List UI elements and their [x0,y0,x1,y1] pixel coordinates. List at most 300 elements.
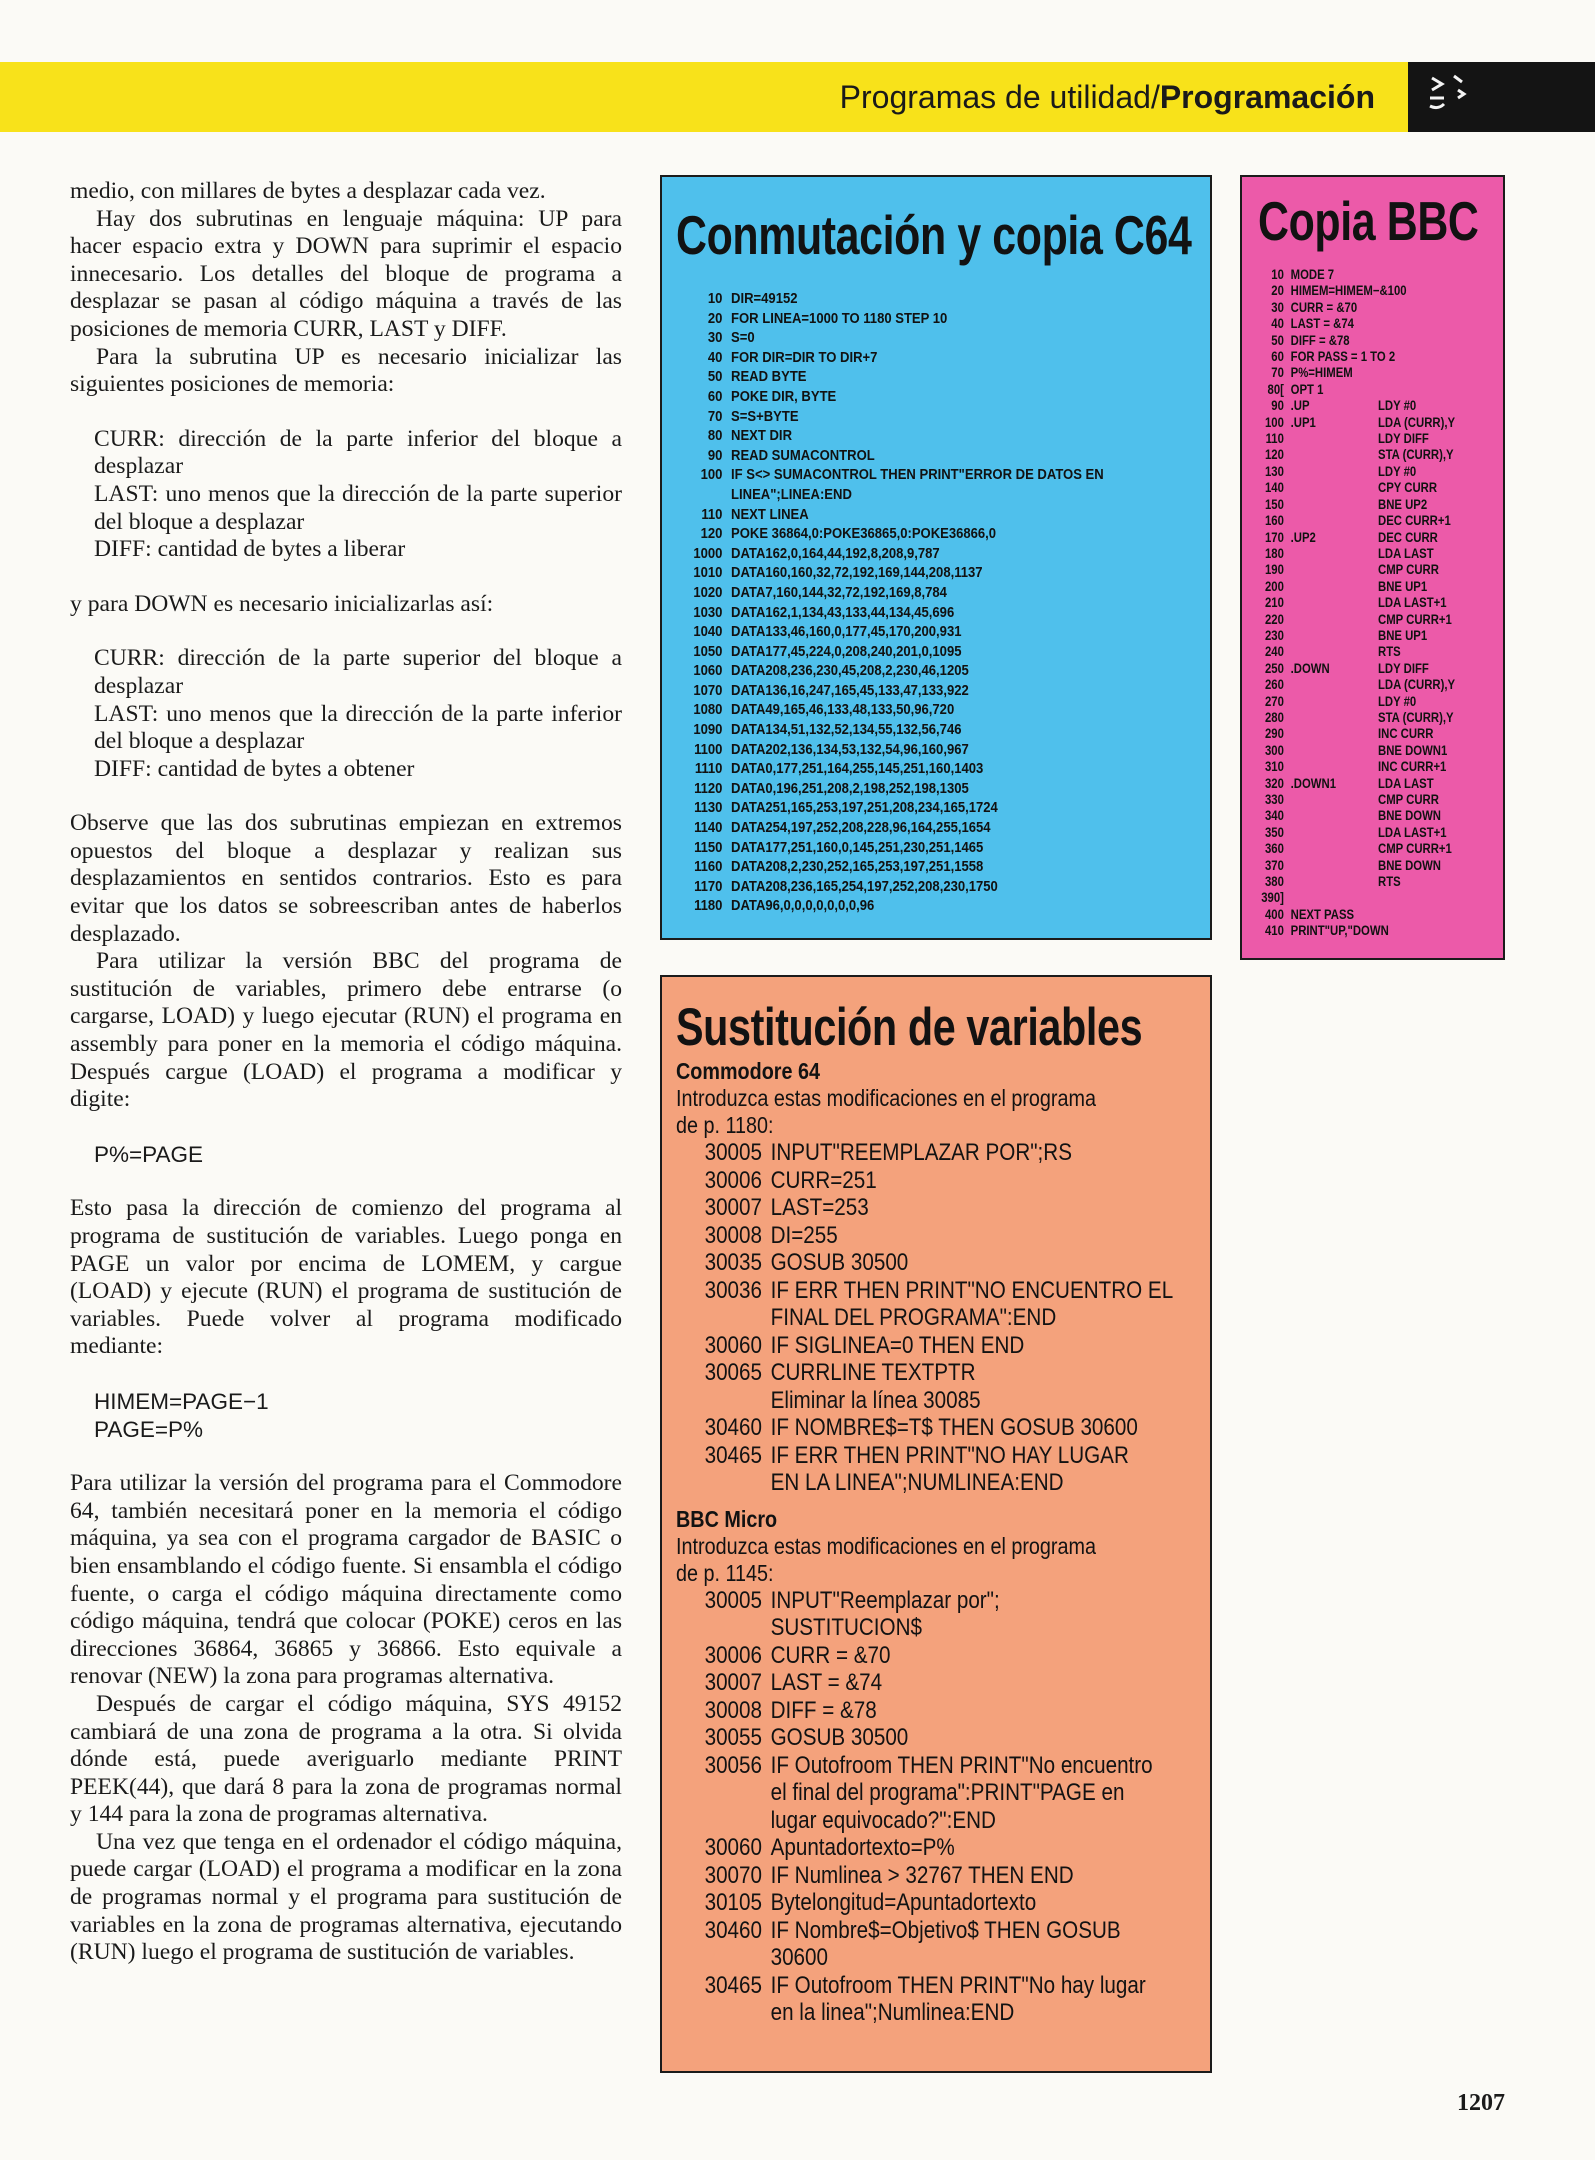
line-label [1291,579,1378,595]
line-number: 30008 [704,1221,762,1249]
line-instruction: BNE DOWN [1378,808,1441,824]
line-label [1291,677,1378,693]
line-statement: IF S<> SUMACONTROL THEN PRINT"ERROR DE DATOS EN [731,466,1104,484]
line-number: 180 [1264,545,1284,561]
line-label [1291,497,1378,513]
paragraph: Después de cargar el código máquina, SYS 49152 cambiará de una zona de programa a la otra. Si olvida dónde está, puede averiguarlo mediante PRINT PEEK(44), que dará 8 para la zona de programas normal y 144 para la zona de programas alternativa. [70,1690,622,1828]
code-line [676,1724,1123,1752]
line-number: 40 [1271,316,1284,332]
line-number: 30460 [704,1414,762,1441]
line-instruction: LDA LAST [1378,545,1434,561]
line-statement: DATA49,165,46,133,48,133,50,96,720 [731,701,955,719]
line-statement: IF Numlinea > 32767 THEN END [770,1861,1074,1889]
line-instruction: LDA LAST+1 [1378,595,1447,611]
line-number: 30465 [704,1971,762,1999]
code-line [676,505,1104,525]
line-number: 30036 [704,1276,762,1304]
c64-remove-note: Eliminar la línea 30085 [770,1386,981,1414]
code-line [676,1862,1123,1890]
line-number [676,485,731,505]
line-statement: NEXT LINEA [731,505,809,523]
line-number: 30008 [704,1696,762,1724]
line-statement: POKE DIR, BYTE [731,387,837,405]
paragraph: Para la subrutina UP es necesario inicializar las siguientes posiciones de memoria: [70,343,622,398]
line-instruction: CMP CURR+1 [1378,611,1452,627]
line-statement: DATA160,160,32,72,192,169,144,208,1137 [731,564,983,582]
line-instruction: LDA (CURR),Y [1378,414,1456,430]
line-instruction: CMP CURR [1378,792,1439,807]
line-number: 1110 [694,760,723,778]
bbc-subheading: BBC Micro [676,1505,778,1532]
line-number: 30060 [704,1331,762,1359]
line-statement: FOR LINEA=1000 TO 1180 STEP 10 [731,309,948,327]
line-number: 250 [1264,660,1284,676]
code-line [1252,677,1455,693]
code-line [1252,398,1455,414]
line-number: 1170 [694,877,723,895]
line-label: CURR = &70 [1290,299,1358,315]
line-number: 30056 [704,1751,762,1779]
line-label: MODE 7 [1290,267,1335,282]
code-line [676,1359,1123,1387]
line-number: 1070 [693,681,723,699]
bbc-box-title: Copia BBC [1258,190,1479,252]
line-number: 1030 [693,603,723,621]
definition-item: DIFF: cantidad de bytes a obtener [94,755,415,782]
code-line [676,1332,1123,1360]
line-number: 360 [1264,841,1284,857]
line-statement: DI=255 [770,1221,838,1249]
code-line [676,1697,1123,1725]
line-instruction: RTS [1378,644,1401,660]
line-number: 150 [1264,496,1284,512]
line-statement: S=0 [731,329,755,347]
code-line [676,877,1104,897]
line-statement: LINEA";LINEA:END [731,485,852,503]
code-line [1252,874,1455,890]
line-number: 140 [1264,480,1284,496]
line-number: 1130 [694,799,723,817]
line-statement: IF SIGLINEA=0 THEN END [770,1331,1025,1359]
series-logo-icon [1418,68,1480,126]
code-line [676,1276,1174,1305]
line-statement: S=S+BYTE [731,407,799,425]
line-statement: IF Outofroom THEN PRINT"No hay lugar [770,1971,1146,1999]
line-statement: DATA177,251,160,0,145,251,230,251,1465 [731,838,984,856]
code-line [1252,808,1455,824]
line-number: 30065 [704,1359,762,1386]
code-line [676,309,1104,329]
code-line [676,426,1104,446]
code-line [1252,415,1455,431]
line-instruction: DEC CURR+1 [1378,513,1451,529]
line-number: 60 [707,387,723,405]
line-statement: DATA208,236,230,45,208,2,230,46,1205 [731,662,969,680]
line-label [1291,546,1378,562]
paragraph: Esto pasa la dirección de comienzo del programa al programa de sustitución de variables. Luego ponga en PAGE un valor por encima de LOMEM, y cargue (LOAD) y ejecute (RUN) el programa de sustitución de variables. Puede volver al programa modificado mediante: [70,1195,622,1360]
code-line [1252,841,1455,857]
code-line [676,289,1104,309]
line-instruction: BNE UP2 [1378,496,1428,512]
line-label [1291,874,1378,890]
line-label [1291,628,1378,644]
line-instruction: BNE UP1 [1378,627,1428,643]
line-statement: GOSUB 30500 [770,1249,909,1276]
c64-modifications-2 [676,1414,1138,1497]
line-number: 320 [1264,775,1284,791]
code-line [676,818,1104,838]
line-number: 50 [1271,332,1284,348]
line-instruction: RTS [1378,874,1401,890]
line-instruction: CMP CURR [1378,562,1439,578]
line-label [1291,562,1378,578]
line-number: 160 [1264,513,1284,529]
paragraph: Observe que las dos subrutinas empiezan en extremos opuestos del bloque a desplazar y realizan sus desplazamientos en sentidos contrarios. Esto es para evitar que los datos se sobreescriban antes de haberlos desplazado. [70,810,622,947]
c64-intro: Introduzca estas modificaciones en el programa de p. 1180: [676,1085,1097,1138]
line-number: 30007 [704,1194,762,1221]
line-number: 120 [1264,447,1284,463]
line-label: .DOWN [1290,660,1330,676]
line-number: 20 [707,309,723,327]
code-snippet: P%=PAGE [94,1141,204,1167]
code-line [1252,283,1455,299]
line-number: 40 [707,348,723,366]
code-line [676,720,1104,740]
line-number: 80[ [1267,381,1284,397]
line-statement: DATA208,2,230,252,165,253,197,251,1558 [731,858,984,876]
line-statement: FOR DIR=DIR TO DIR+7 [731,348,878,366]
line-statement: READ BYTE [731,368,807,386]
line-statement: FINAL DEL PROGRAMA":END [770,1304,1057,1331]
line-statement: IF NOMBRE$=T$ THEN GOSUB 30600 [770,1414,1138,1441]
line-label [1291,743,1378,759]
line-label [1291,841,1378,857]
code-line [676,1944,1123,1972]
code-line [1252,497,1455,513]
line-number: 120 [700,525,723,543]
line-number: 30105 [704,1889,762,1916]
topic-title: Programación [1159,79,1375,115]
line-number: 30 [1271,299,1284,315]
code-line [1252,530,1455,546]
line-number: 1050 [693,642,723,660]
line-number: 210 [1264,595,1284,611]
line-statement: DATA162,0,164,44,192,8,208,9,787 [731,544,940,562]
line-number: 50 [707,368,723,386]
line-statement: IF Nombre$=Objetivo$ THEN GOSUB [770,1916,1121,1944]
code-line [1252,612,1455,628]
line-number: 410 [1264,923,1284,939]
code-line [676,857,1104,877]
line-statement: DATA251,165,253,197,251,208,234,165,1724 [731,799,998,817]
line-instruction: LDY #0 [1378,398,1417,414]
code-line [1252,431,1455,447]
definition-item: DIFF: cantidad de bytes a liberar [94,536,406,563]
code-line [676,485,1104,505]
line-number: 20 [1271,283,1284,299]
line-number: 1020 [693,583,723,601]
definition-item: LAST: uno menos que la dirección de la parte inferior del bloque a desplazar [94,700,622,755]
line-number: 1150 [694,838,723,856]
line-number: 1160 [694,858,723,876]
line-label [1291,890,1378,906]
line-statement: DATA208,236,165,254,197,252,208,230,1750 [731,877,998,895]
line-number: 220 [1264,611,1284,627]
c64-box-title: Conmutación y copia C64 [676,204,1192,266]
line-instruction: LDY DIFF [1378,431,1429,447]
line-number: 10 [1271,267,1284,282]
code-line [1252,923,1455,939]
line-label [1291,513,1378,529]
line-number: 1140 [694,819,723,837]
code-line [676,1249,1123,1277]
line-label: OPT 1 [1290,381,1324,397]
running-title [840,62,1375,132]
line-number: 1080 [693,701,723,719]
line-number: 110 [701,505,723,523]
line-statement: READ SUMACONTROL [731,446,875,464]
line-statement: IF ERR THEN PRINT"NO HAY LUGAR [770,1441,1129,1469]
code-line [1252,333,1455,349]
line-statement: CURR = &70 [770,1641,891,1669]
line-statement: POKE 36864,0:POKE36865,0:POKE36866,0 [731,525,997,543]
line-number: 30006 [704,1166,762,1194]
line-number: 30007 [704,1669,762,1696]
code-line [676,1587,1123,1615]
line-statement: EN LA LINEA";NUMLINEA:END [770,1469,1064,1496]
line-statement: DATA177,45,224,0,208,240,201,0,1095 [731,642,962,660]
line-number: 260 [1264,677,1284,693]
code-line [1252,710,1455,726]
line-instruction: STA (CURR),Y [1378,447,1454,463]
line-number: 30465 [704,1441,762,1469]
line-statement: DATA96,0,0,0,0,0,0,0,96 [731,897,875,915]
line-number: 70 [707,407,723,425]
code-line [676,1222,1123,1250]
code-line [676,642,1104,662]
line-statement: INPUT"Reemplazar por"; [770,1586,1000,1614]
code-line [1252,595,1455,611]
line-label [1291,612,1378,628]
line-label [1291,644,1378,660]
line-statement: DATA134,51,132,52,134,55,132,56,746 [731,721,962,739]
line-number: 340 [1264,808,1284,824]
line-label: HIMEM=HIMEM−&100 [1290,283,1407,299]
line-instruction: DEC CURR [1378,529,1438,545]
line-statement: DATA7,160,144,32,72,192,169,8,784 [731,583,947,601]
section-title: Programas de utilidad/ [839,79,1160,115]
code-line [1252,513,1455,529]
line-label [1291,694,1378,710]
line-instruction: BNE DOWN1 [1378,742,1448,758]
bbc-code-listing [1252,267,1455,940]
line-instruction: BNE DOWN [1378,857,1441,873]
line-number: 290 [1264,726,1284,742]
line-number: 390] [1261,890,1284,906]
line-number: 350 [1264,824,1284,840]
code-line [676,407,1104,427]
line-number: 30035 [704,1249,762,1276]
code-line [676,1999,1123,2027]
line-label: P%=HIMEM [1290,365,1353,381]
definition-item: LAST: uno menos que la dirección de la parte superior del bloque a desplazar [94,480,622,535]
line-label: DIFF = &78 [1290,332,1350,348]
line-instruction: STA (CURR),Y [1378,709,1454,725]
code-line [676,1441,1129,1470]
paragraph: y para DOWN es necesario inicializarlas así: [70,590,494,617]
code-line [1252,726,1455,742]
line-label [1291,447,1378,463]
code-line [676,740,1104,760]
line-label [1291,792,1378,808]
line-number: 30055 [704,1724,762,1751]
code-line [1252,644,1455,660]
page-number: 1207 [1457,2090,1505,2116]
line-statement: DATA133,46,160,0,177,45,170,200,931 [731,623,962,641]
code-line [676,1807,1123,1835]
line-number: 380 [1264,874,1284,890]
line-label: .DOWN1 [1290,775,1336,791]
line-label [1291,480,1378,496]
line-number: 70 [1271,365,1284,381]
line-label [1291,595,1378,611]
code-line [676,1889,1123,1917]
line-number: 30060 [704,1834,762,1861]
code-line [676,1971,1146,2000]
code-line [1252,792,1455,808]
code-line [1252,694,1455,710]
paragraph: Para utilizar la versión BBC del programa de sustitución de variables, primero debe entrarse (o cargarse, LOAD) y luego ejecutar (RUN) el programa en assembly para poner en la memoria el código máquina. Después cargue (LOAD) el programa a modificar y digite: [70,948,622,1113]
line-number: 130 [1264,463,1284,479]
line-statement: en la linea";Numlinea:END [770,1999,1015,2026]
code-line [1252,382,1455,398]
bbc-intro: Introduzca estas modificaciones en el programa de p. 1145: [676,1532,1097,1586]
paragraph: Hay dos subrutinas en lenguaje máquina: UP para hacer espacio extra y DOWN para suprimir el espacio innecesario. Los detalles del bloque de programa a desplazar se pasan al código máquina a través de las posiciones de memoria CURR, LAST y DIFF. [70,205,622,342]
code-line [1252,628,1455,644]
line-instruction: LDY DIFF [1378,660,1429,676]
c64-modifications [676,1139,1174,1387]
sustitucion-box-title: Sustitución de variables [676,998,1143,1057]
c64-code-listing [676,289,1104,916]
line-instruction: LDA LAST [1378,775,1434,791]
code-line [676,1751,1153,1780]
line-statement: INPUT"REEMPLAZAR POR";RS [770,1139,1072,1166]
code-line [1252,759,1455,775]
code-line [1252,579,1455,595]
line-statement: DIR=49152 [731,290,798,307]
code-line [1252,480,1455,496]
line-number: 200 [1264,578,1284,594]
line-number: 1090 [693,721,723,739]
bbc-listing-box [1240,175,1505,960]
code-line [676,328,1104,348]
line-statement: SUSTITUCION$ [770,1614,922,1641]
code-line [1252,743,1455,759]
line-number: 1100 [694,740,723,758]
code-line [1252,546,1455,562]
line-number: 230 [1264,627,1284,643]
line-statement: IF ERR THEN PRINT"NO ENCUENTRO EL [770,1276,1174,1304]
code-line [676,1414,1138,1442]
line-number: 90 [707,446,723,464]
line-label: NEXT PASS [1290,906,1355,922]
line-statement: DIFF = &78 [770,1696,877,1724]
definition-item: CURR: dirección de la parte inferior del bloque a desplazar [94,425,622,480]
code-line [1252,661,1455,677]
paragraph: Una vez que tenga en el ordenador el código máquina, puede cargar (LOAD) el programa a modificar en la zona de programas normal y el programa para sustitución de variables en la zona de programas alternativa, ejecutando (RUN) luego el programa de sustitución de variables. [70,1828,622,1966]
sustitucion-box [660,975,1212,2073]
code-line [676,1167,1123,1195]
code-line [676,524,1104,544]
line-number: 1120 [694,779,723,797]
line-statement: DATA254,197,252,208,228,96,164,255,1654 [731,819,991,837]
line-label: .UP2 [1290,529,1316,545]
code-line [1252,907,1455,923]
line-number: 30460 [704,1916,762,1944]
paragraph: Para utilizar la versión del programa para el Commodore 64, también necesitará poner en la memoria el código máquina, ya sea con el programa cargador de BASIC o bien ensamblando el código fuente. Si ensambla el código fuente, o carga el código máquina directamente como código máquina, tendrá que colocar (POKE) ceros en las direcciones 36864, 36865 y 36866. Esto equivale a renovar (NEW) la zona para programas alternativa. [70,1470,622,1690]
line-statement: CURR=251 [770,1166,877,1194]
code-line [676,1917,1123,1945]
line-statement: LAST = &74 [770,1669,883,1696]
line-instruction: LDY #0 [1378,693,1417,709]
line-statement: IF Outofroom THEN PRINT"No encuentro [770,1751,1153,1779]
code-line [676,1469,1123,1497]
code-line [676,1194,1123,1222]
line-number: 1180 [694,897,723,915]
line-statement: lugar equivocado?":END [770,1806,996,1834]
line-instruction: INC CURR+1 [1378,759,1447,775]
line-instruction: LDA (CURR),Y [1378,677,1456,693]
code-line [676,603,1104,623]
line-number: 30005 [704,1586,762,1614]
line-number: 30005 [704,1139,762,1166]
line-number: 190 [1264,562,1284,578]
line-label [1291,431,1378,447]
line-number: 270 [1264,693,1284,709]
line-label [1291,759,1378,775]
line-label [1291,858,1378,874]
code-line [676,1642,1123,1670]
code-line [1252,300,1455,316]
line-statement: Bytelongitud=Apuntadortexto [770,1889,1037,1916]
line-statement: DATA0,177,251,164,255,145,251,160,1403 [731,760,984,778]
code-line [676,1139,1123,1167]
code-line [676,1834,1123,1862]
code-line [676,583,1104,603]
line-number: 330 [1264,792,1284,807]
line-number: 170 [1264,529,1284,545]
line-number: 1010 [693,564,723,582]
line-label: PRINT"UP,"DOWN [1290,923,1389,939]
line-instruction: CPY CURR [1378,480,1438,496]
line-statement: GOSUB 30500 [770,1724,909,1751]
line-label [1291,726,1378,742]
line-number: 30 [707,329,723,347]
code-line [676,1614,1123,1642]
line-number: 1000 [693,544,723,562]
line-statement: 30600 [770,1944,829,1971]
code-line [676,446,1104,466]
code-line [1252,267,1455,283]
code-line [676,838,1104,858]
line-number: 80 [707,427,723,445]
line-statement: el final del programa":PRINT"PAGE en [770,1779,1125,1806]
code-line [676,387,1104,407]
line-number: 400 [1264,906,1284,922]
code-line [1252,858,1455,874]
line-statement: DATA0,196,251,208,2,198,252,198,1305 [731,779,969,797]
line-instruction: CMP CURR+1 [1378,841,1452,857]
